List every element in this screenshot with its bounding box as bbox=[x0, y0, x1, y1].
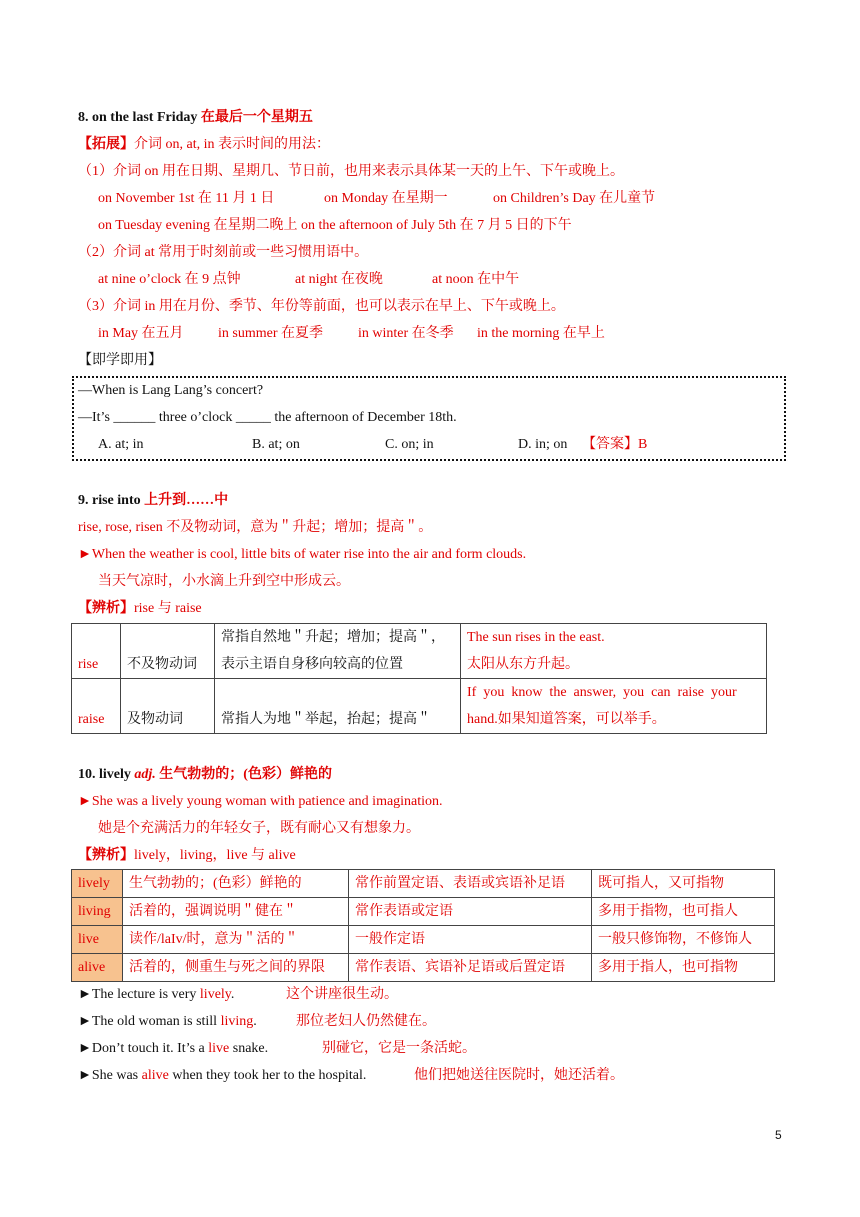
sentence-post: when they took her to the hospital. bbox=[168, 1068, 367, 1083]
example: in May 在五月 bbox=[98, 326, 184, 341]
target-cell: 一般只修饰物，不修饰人 bbox=[592, 926, 775, 954]
options-line bbox=[98, 435, 648, 455]
section-10-example-cn: 她是个充满活力的年轻女子，既有耐心又有想象力。 bbox=[98, 821, 420, 836]
sentence-pre: ►Don’t touch it. It’s a bbox=[78, 1041, 209, 1056]
option-d: D. in; on bbox=[518, 437, 568, 452]
example: in winter 在冬季 bbox=[358, 326, 454, 341]
meaning-line: 表示主语自身移向较高的位置 bbox=[221, 657, 403, 672]
table-row bbox=[72, 898, 775, 926]
sentence-word: living bbox=[220, 1014, 254, 1029]
meaning-cell: 读作/laIv/时，意为＂活的＂ bbox=[123, 926, 349, 954]
rule-2-examples bbox=[98, 270, 520, 290]
compare-text: lively，living，live 与 alive bbox=[134, 848, 296, 863]
type-cell: 不及物动词 bbox=[121, 624, 215, 679]
section-9-title-en: 9. rise into bbox=[78, 493, 141, 508]
table-row bbox=[72, 954, 775, 982]
example: at nine o’clock 在 9 点钟 bbox=[98, 272, 241, 287]
use-cell: 常作表语或定语 bbox=[349, 898, 592, 926]
extension-tag: 【拓展】 bbox=[78, 137, 134, 152]
section-10-title-cn: 生气勃勃的；(色彩）鲜艳的 bbox=[159, 767, 332, 782]
rise-raise-table bbox=[71, 623, 767, 734]
sentence-cn: 别碰它，它是一条活蛇。 bbox=[322, 1041, 476, 1056]
table-row bbox=[72, 624, 767, 679]
section-10-title-en: 10. lively bbox=[78, 767, 131, 782]
example: in summer 在夏季 bbox=[218, 326, 323, 341]
table-row bbox=[72, 679, 767, 734]
sentence-pre: ►The old woman is still bbox=[78, 1014, 221, 1029]
word-cell: rise bbox=[72, 624, 121, 679]
section-10-compare bbox=[78, 846, 296, 866]
rule-3-examples bbox=[98, 324, 605, 344]
meaning-cell: 活着的，强调说明＂健在＂ bbox=[123, 898, 349, 926]
lively-table bbox=[71, 869, 775, 982]
rule-3: （3）介词 in 用在月份、季节、年份等前面，也可以表示在早上、下午或晚上。 bbox=[78, 299, 565, 314]
compare-tag: 【辨析】 bbox=[78, 601, 134, 616]
target-cell: 既可指人，又可指物 bbox=[592, 870, 775, 898]
word-cell: lively bbox=[72, 870, 123, 898]
meaning-line: 常指自然地＂升起；增加；提高＂， bbox=[221, 630, 445, 645]
rule-1-examples-a bbox=[98, 189, 656, 209]
page-number: 5 bbox=[775, 1128, 782, 1142]
example: on Monday 在星期一 bbox=[324, 191, 448, 206]
section-8-title-en: 8. on the last Friday bbox=[78, 110, 198, 125]
sentence-pre: ►The lecture is very bbox=[78, 987, 200, 1002]
target-cell: 多用于指物，也可指人 bbox=[592, 898, 775, 926]
option-b: B. at; on bbox=[252, 437, 300, 452]
word-cell: live bbox=[72, 926, 123, 954]
target-cell: 多用于指人，也可指物 bbox=[592, 954, 775, 982]
usage-sentence bbox=[78, 1012, 436, 1032]
question-line-2: —It’s ______ three o’clock _____ the afternoon of December 18th. bbox=[78, 410, 457, 425]
meaning-cell: 常指人为地＂举起，抬起；提高＂ bbox=[215, 679, 461, 734]
sentence-cn: 他们把她送往医院时，她还活着。 bbox=[414, 1068, 624, 1083]
example-line: The sun rises in the east. bbox=[467, 630, 605, 645]
section-8-title bbox=[78, 108, 313, 128]
question-line-1: —When is Lang Lang’s concert? bbox=[78, 383, 264, 398]
word-cell: living bbox=[72, 898, 123, 926]
sentence-pre: ►She was bbox=[78, 1068, 142, 1083]
example: on Tuesday evening 在星期二晚上 bbox=[98, 218, 298, 233]
word-cell: alive bbox=[72, 954, 123, 982]
sentence-cn: 这个讲座很生动。 bbox=[286, 987, 398, 1002]
sentence-word: live bbox=[208, 1041, 230, 1056]
option-c: C. on; in bbox=[385, 437, 434, 452]
section-9-definition: rise, rose, risen 不及物动词，意为＂升起；增加；提高＂。 bbox=[78, 520, 433, 535]
example-cell bbox=[461, 624, 767, 679]
example-cell bbox=[461, 679, 767, 734]
sentence-post: snake. bbox=[229, 1041, 269, 1056]
sentence-cn: 那位老妇人仍然健在。 bbox=[296, 1014, 436, 1029]
table-row bbox=[72, 870, 775, 898]
word-cell: raise bbox=[72, 679, 121, 734]
section-10-title bbox=[78, 765, 332, 785]
usage-sentence bbox=[78, 1039, 476, 1059]
meaning-cell: 活着的，侧重生与死之间的界限 bbox=[123, 954, 349, 982]
example-line: hand.如果知道答案，可以举手。 bbox=[467, 712, 666, 727]
rule-1-examples-b bbox=[98, 216, 572, 236]
section-8-title-cn: 在最后一个星期五 bbox=[200, 110, 313, 125]
section-9-example-en: ►When the weather is cool, little bits of water rise into the air and form clouds. bbox=[78, 547, 527, 562]
extension-text: 介词 on, at, in 表示时间的用法： bbox=[134, 137, 330, 152]
rule-2: （2）介词 at 常用于时刻前或一些习惯用语中。 bbox=[78, 245, 369, 260]
section-9-title-cn: 上升到……中 bbox=[144, 493, 229, 508]
use-cell: 一般作定语 bbox=[349, 926, 592, 954]
example: on the afternoon of July 5th 在 7 月 5 日的下午 bbox=[301, 218, 572, 233]
type-cell: 及物动词 bbox=[121, 679, 215, 734]
section-9-title bbox=[78, 491, 228, 511]
sentence-post: . bbox=[230, 987, 235, 1002]
example-line: If you know the answer, you can raise your bbox=[467, 685, 737, 700]
usage-sentence bbox=[78, 1066, 624, 1086]
table-row bbox=[72, 926, 775, 954]
rule-1: （1）介词 on 用在日期、星期几、节日前，也用来表示具体某一天的上午、下午或晚上。 bbox=[78, 164, 624, 179]
sentence-post: . bbox=[253, 1014, 257, 1029]
usage-sentence bbox=[78, 985, 398, 1005]
use-cell: 常作表语、宾语补足语或后置定语 bbox=[349, 954, 592, 982]
section-9-compare bbox=[78, 599, 202, 619]
compare-text: rise 与 raise bbox=[134, 601, 202, 616]
example: in the morning 在早上 bbox=[477, 326, 605, 341]
example: at noon 在中午 bbox=[432, 272, 520, 287]
example: on November 1st 在 11 月 1 日 bbox=[98, 191, 275, 206]
extension-line bbox=[78, 135, 330, 155]
section-10-example-en: ►She was a lively young woman with patience and imagination. bbox=[78, 794, 443, 809]
sentence-word: lively bbox=[199, 987, 231, 1002]
sentence-word: alive bbox=[141, 1068, 169, 1083]
answer: 【答案】B bbox=[582, 437, 648, 452]
meaning-cell bbox=[215, 624, 461, 679]
example-line: 太阳从东方升起。 bbox=[467, 657, 579, 672]
practice-tag: 【即学即用】 bbox=[78, 353, 162, 368]
option-a: A. at; in bbox=[98, 437, 144, 452]
example: on Children’s Day 在儿童节 bbox=[493, 191, 656, 206]
compare-tag: 【辨析】 bbox=[78, 848, 134, 863]
meaning-cell: 生气勃勃的；(色彩）鲜艳的 bbox=[123, 870, 349, 898]
section-9-example-cn: 当天气凉时，小水滴上升到空中形成云。 bbox=[98, 574, 350, 589]
example: at night 在夜晚 bbox=[295, 272, 383, 287]
use-cell: 常作前置定语、表语或宾语补足语 bbox=[349, 870, 592, 898]
section-10-pos: adj. bbox=[134, 767, 156, 782]
